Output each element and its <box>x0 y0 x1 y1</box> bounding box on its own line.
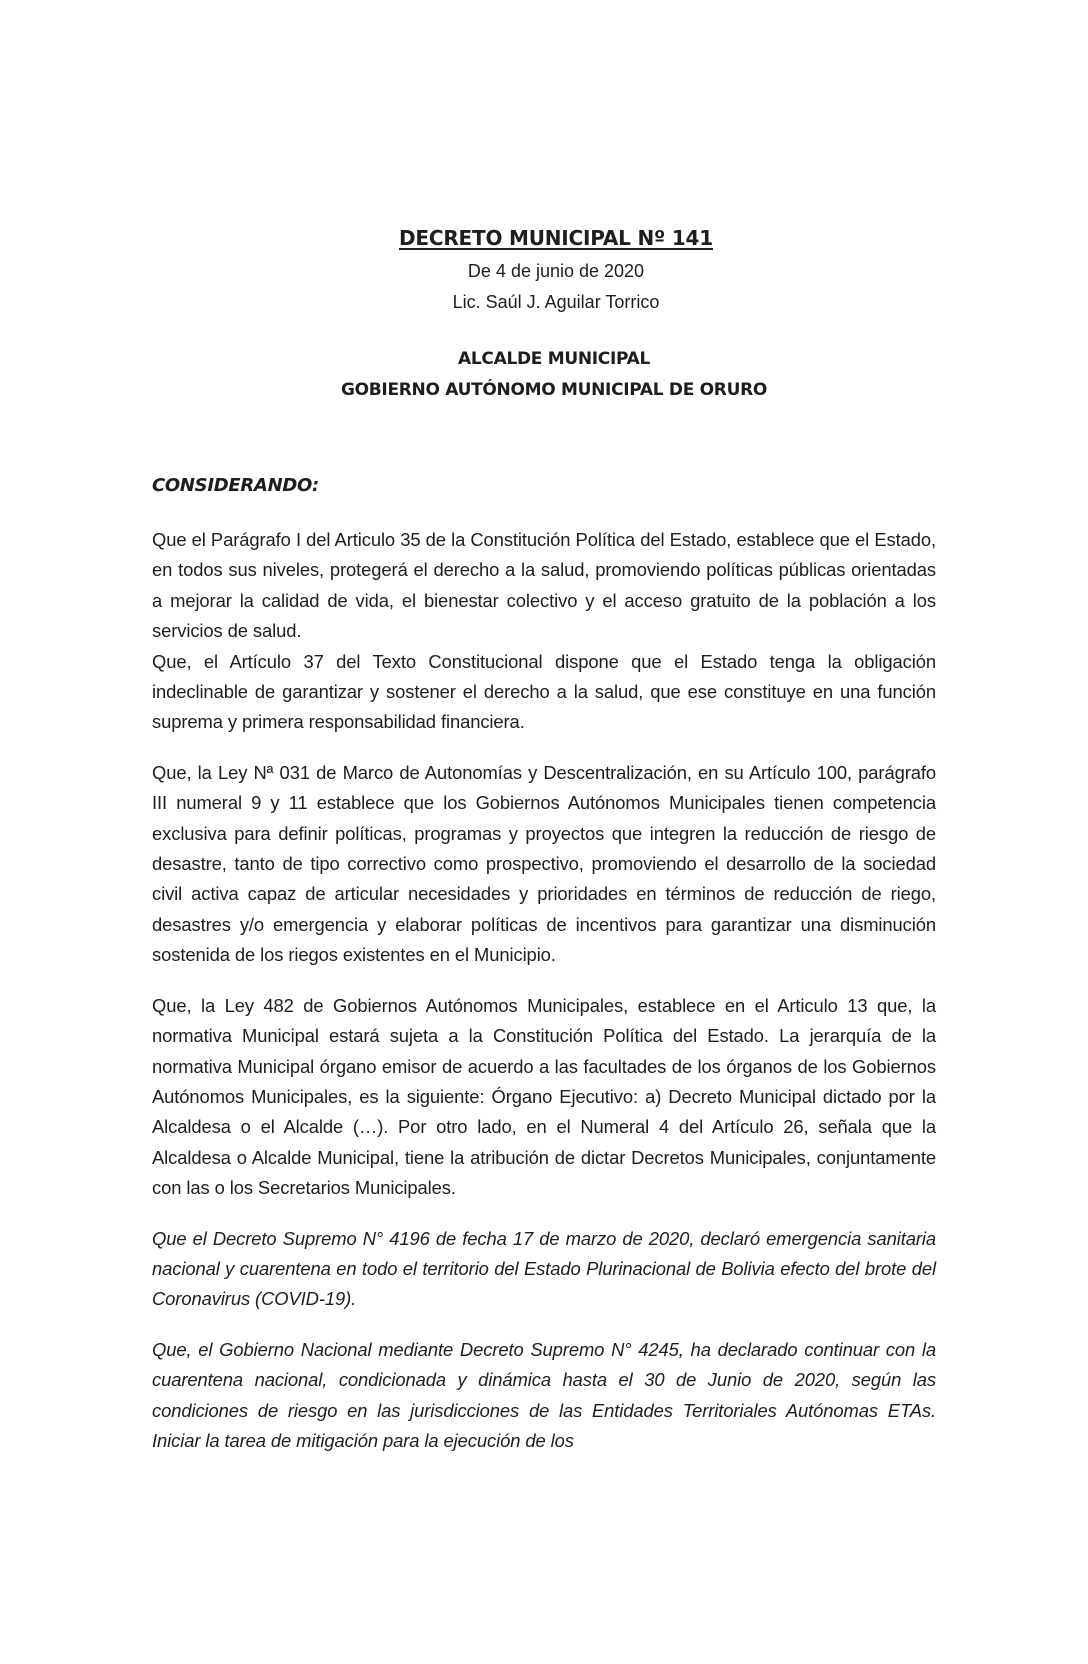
decree-body <box>152 474 936 1476</box>
decree-date: De 4 de junio de 2020 <box>467 261 645 281</box>
signatory-position: ALCALDE MUNICIPAL <box>458 349 650 369</box>
paragraph-ds-4196: Que el Decreto Supremo N° 4196 de fecha 17 de marzo de 2020, declaró emergencia sanitaria nacional y cuarentena en todo el territorio del Estado Plurinacional de Bolivia efecto del brote del Coronavirus (COVID-19). <box>152 1227 936 1310</box>
paragraph-article-35: Que el Parágrafo I del Articulo 35 de la Constitución Política del Estado, establece que el Estado, en todos sus niveles, protegerá el derecho a la salud, promoviendo políticas públicas orientadas a mejorar la calidad de vida, el bienestar colectivo y el acceso gratuito de la población a los servicios de salud. <box>152 529 936 642</box>
decree-title: DECRETO MUNICIPAL Nº 141 <box>399 226 713 250</box>
paragraph-ds-4245: Que, el Gobierno Nacional mediante Decreto Supremo N° 4245, ha declarado continuar con la cuarentena nacional, condicionada y dinámica hasta el 30 de Junio de 2020, según las condiciones de riesgo en las jurisdicciones de las Entidades Territoriales Autónomas ETAs. Iniciar la tarea de mitigación para la ejecución de los <box>152 1338 936 1451</box>
signatory-name: Lic. Saúl J. Aguilar Torrico <box>452 292 660 312</box>
paragraph-article-37: Que, el Artículo 37 del Texto Constitucional dispone que el Estado tenga la obligación indeclinable de garantizar y sostener el derecho a la salud, que ese constituye en una función suprema y primera responsabilidad financiera. <box>152 650 936 733</box>
paragraph-ley-482: Que, la Ley 482 de Gobiernos Autónomos Municipales, establece en el Articulo 13 que, la normativa Municipal estará sujeta a la Constitución Política del Estado. La jerarquía de la normativa Municipal órgano emisor de acuerdo a las facultades de los órganos de los Gobiernos Autónomos Municipales, es la siguiente: Órgano Ejecutivo: a) Decreto Municipal dictado por la Alcaldesa o el Alcalde (…). Por otro lado, en el Numeral 4 del Artículo 26, señala que la Alcaldesa o Alcalde Municipal, tiene la atribución de dictar Decretos Municipales, conjuntamente con las o los Secretarios Municipales. <box>152 994 936 1199</box>
paragraph-ley-031: Que, la Ley Nª 031 de Marco de Autonomías y Descentralización, en su Artículo 100, parágrafo III numeral 9 y 11 establece que los Gobiernos Autónomos Municipales tienen competencia exclusiva para definir políticas, programas y proyectos que integren la reducción de riesgo de desastre, tanto de tipo correctivo como prospectivo, promoviendo el desarrollo de la sociedad civil activa capaz de articular necesidades y prioridades en términos de reducción de riego, desastres y/o emergencia y elaborar políticas de incentivos para garantizar una disminución sostenida de los riegos existentes en el Municipio. <box>152 761 936 966</box>
decree-header <box>0 226 1088 406</box>
government-name: GOBIERNO AUTÓNOMO MUNICIPAL DE ORURO <box>340 380 768 400</box>
considerando-heading: CONSIDERANDO: <box>152 475 319 496</box>
